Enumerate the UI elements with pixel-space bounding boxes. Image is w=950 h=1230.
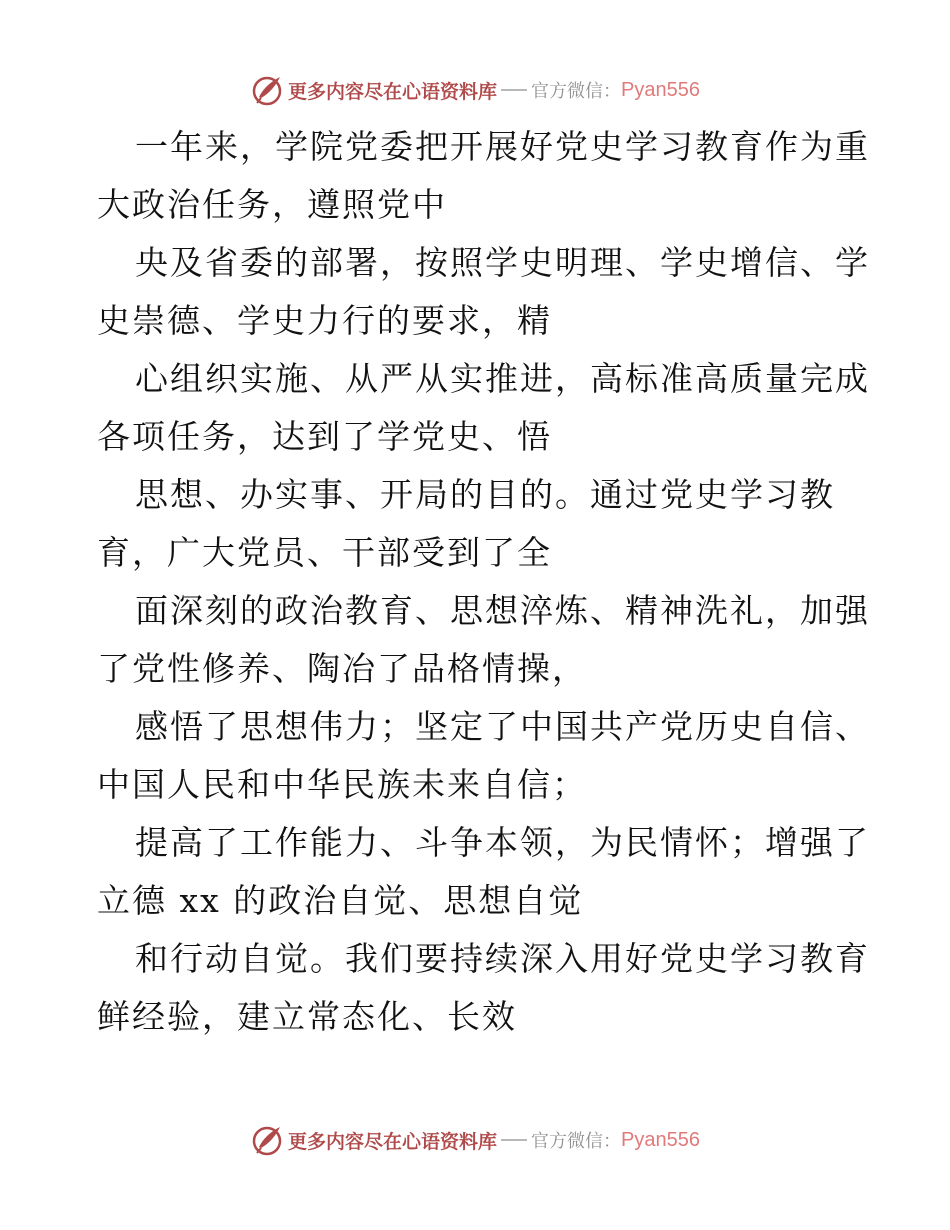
footer-watermark-banner (0, 1120, 950, 1160)
body-line: 各项任务，达到了学党史、悟 (97, 417, 552, 456)
footer-dash-divider (501, 1139, 527, 1141)
body-line: 面深刻的政治教育、思想淬炼、精神洗礼，加强 (135, 591, 870, 630)
body-line: 大政治任务，遵照党中 (97, 185, 447, 224)
header-wechat-label: 官方微信： (531, 81, 622, 102)
body-line: 了党性修养、陶冶了品格情操， (97, 649, 587, 688)
document-body (97, 118, 870, 1046)
body-line: 中国人民和中华民族未来自信； (97, 765, 587, 804)
body-line: 鲜经验，建立常态化、长效 (97, 997, 517, 1036)
feather-logo-icon (250, 73, 284, 107)
body-line: 心组织实施、从严从实推进，高标准高质量完成 (135, 359, 870, 398)
footer-brand-text: 更多内容尽在心语资料库 (288, 1130, 498, 1153)
footer-wechat-id: Pyan556 (621, 1128, 700, 1151)
body-line: 感悟了思想伟力；坚定了中国共产党历史自信、 (135, 707, 870, 746)
header-wechat-id: Pyan556 (621, 78, 700, 101)
body-line: 和行动自觉。我们要持续深入用好党史学习教育 (135, 939, 870, 978)
body-line: 史崇德、学史力行的要求，精 (97, 301, 552, 340)
body-line: 央及省委的部署，按照学史明理、学史增信、学 (135, 243, 870, 282)
body-line: 一年来，学院党委把开展好党史学习教育作为重 (135, 127, 870, 166)
footer-wechat-label: 官方微信： (531, 1131, 622, 1152)
header-watermark-banner (0, 70, 950, 110)
header-dash-divider (501, 89, 527, 91)
body-line: 思想、办实事、开局的目的。通过党史学习教 (135, 475, 835, 514)
body-line: 育，广大党员、干部受到了全 (97, 533, 552, 572)
feather-logo-icon (250, 1123, 284, 1157)
body-line: 提高了工作能力、斗争本领，为民情怀；增强了 (135, 823, 870, 862)
header-brand-text: 更多内容尽在心语资料库 (288, 80, 498, 103)
body-line: 立德 xx 的政治自觉、思想自觉 (97, 881, 584, 920)
